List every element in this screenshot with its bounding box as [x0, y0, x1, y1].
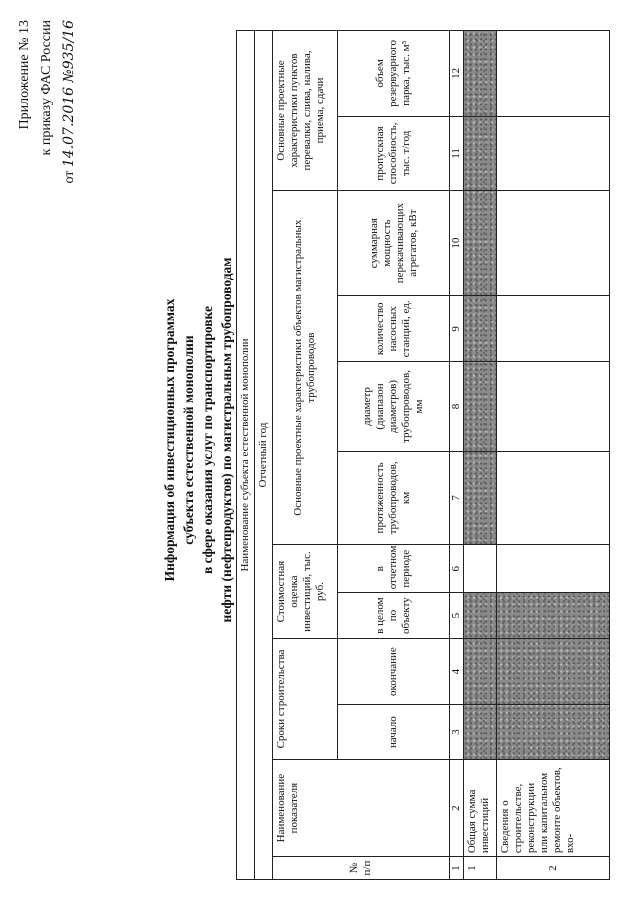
shaded-cell [464, 362, 497, 451]
col-indicator-header: Наименование показателя [273, 760, 450, 857]
appendix-date-prefix: от [62, 170, 77, 184]
col-terms-header: Сроки строительства [273, 638, 338, 759]
shaded-cell [464, 116, 497, 190]
title-line-3: в сфере оказания услуг по транспортировке [200, 306, 215, 574]
row-label: Общая сумма инвестиций [464, 760, 497, 857]
empty-cell [497, 545, 610, 593]
empty-cell [497, 296, 610, 362]
table-row [497, 31, 610, 880]
row-label: Сведения о строительстве, реконструкции или капитальном ремонте объектов, вхо- [497, 760, 610, 857]
appendix-block [14, 20, 81, 184]
col-cost-period-header: в отчетном периоде [338, 545, 450, 593]
col-power-header: суммарная мощность перекачивающих агрегатов, кВт [338, 191, 450, 296]
column-number: 7 [450, 451, 464, 545]
empty-cell [497, 362, 610, 451]
empty-cell [497, 116, 610, 190]
subject-row [237, 31, 255, 880]
col-pipes-header: Основные проектные характеристики объектов магистральных трубопроводов [273, 191, 338, 545]
title-line-4: нефти (нефтепродуктов) по магистральным трубопроводам [219, 257, 234, 623]
title-line-1: Информация об инвестиционных программах [162, 298, 177, 582]
column-number: 5 [450, 593, 464, 639]
column-number: 10 [450, 191, 464, 296]
column-number: 1 [450, 857, 464, 880]
col-start-header: начало [338, 705, 450, 760]
column-number: 8 [450, 362, 464, 451]
column-number: 4 [450, 638, 464, 704]
col-diameter-header: диаметр (диапазон диаметров) трубопроводов, мм [338, 362, 450, 451]
col-stations-header: количество насосных станций, ед. [338, 296, 450, 362]
col-park-header: объем резервуарного парка, тыс. м³ [338, 31, 450, 117]
shaded-cell [464, 296, 497, 362]
report-year-cell: Отчетный год [255, 31, 273, 880]
empty-cell [464, 545, 497, 593]
empty-cell [497, 191, 610, 296]
col-cost-total-header: в целом по объекту [338, 593, 450, 639]
shaded-cell [497, 593, 610, 639]
table-row [464, 31, 497, 880]
column-number: 3 [450, 705, 464, 760]
header-row-1 [273, 31, 338, 880]
title-line-2: субъекта естественной монополии [181, 335, 196, 545]
header-row-2 [338, 31, 450, 880]
shaded-cell [497, 705, 610, 760]
col-end-header: окончание [338, 638, 450, 704]
row-number: 2 [497, 857, 610, 880]
row-number: 1 [464, 857, 497, 880]
column-number: 6 [450, 545, 464, 593]
col-cost-header: Стоимостная оценка инвестиций, тыс. руб. [273, 545, 338, 639]
column-number: 9 [450, 296, 464, 362]
shaded-cell [464, 451, 497, 545]
appendix-order: к приказу ФАС России [39, 20, 54, 156]
column-number: 12 [450, 31, 464, 117]
document-title [160, 205, 236, 675]
shaded-cell [464, 593, 497, 639]
column-number: 2 [450, 760, 464, 857]
col-capacity-header: пропускная способность, тыс. т/год [338, 116, 450, 190]
col-no-header: № п/п [273, 857, 450, 880]
empty-cell [497, 31, 610, 117]
appendix-number: Приложение № 13 [17, 20, 32, 130]
year-row [255, 31, 273, 880]
col-points-header: Основные проектные характеристики пунктов перевалки, слива, налива, приема, сдачи [273, 31, 338, 191]
appendix-date [58, 20, 81, 184]
shaded-cell [497, 638, 610, 704]
column-number-row [450, 31, 464, 880]
shaded-cell [464, 31, 497, 117]
shaded-cell [464, 705, 497, 760]
appendix-date-handwritten: 14.07.2016 №935/16 [61, 20, 77, 168]
investment-table [236, 30, 610, 880]
subject-name-cell: Наименование субъекта естественной монополии [237, 31, 255, 880]
col-length-header: протяженность трубопроводов, км [338, 451, 450, 545]
shaded-cell [464, 191, 497, 296]
shaded-cell [464, 638, 497, 704]
empty-cell [497, 451, 610, 545]
column-number: 11 [450, 116, 464, 190]
